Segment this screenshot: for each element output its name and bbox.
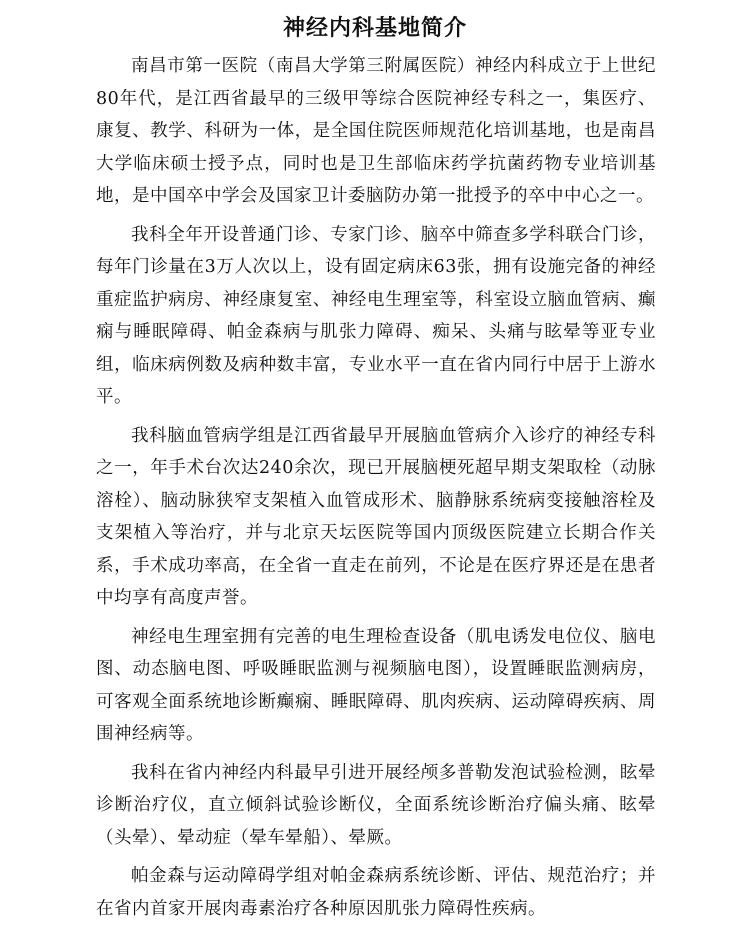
document-body <box>96 50 656 931</box>
paragraph-clinics: 我科全年开设普通门诊、专家门诊、脑卒中筛查多学科联合门诊，每年门诊量在3万人次以上，设有固定病床63张，拥有设施完备的神经重症监护病房、神经康复室、神经电生理室等，科室设立脑血管病、癫痫与睡眠障碍、帕金森病与肌张力障碍、痴呆、头痛与眩晕等亚专业组，临床病例数及病种数丰富，专业水平一直在省内同行中居于上游水平。 <box>96 224 656 407</box>
paragraph-intro: 南昌市第一医院（南昌大学第三附属医院）神经内科成立于上世纪80年代，是江西省最早的三级甲等综合医院神经专科之一，集医疗、康复、教学、科研为一体，是全国住院医师规范化培训基地，也是南昌大学临床硕士授予点，同时也是卫生部临床药学抗菌药物专业培训基地，是中国卒中学会及国家卫计委脑防办第一批授予的卒中中心之一。 <box>96 56 656 206</box>
document-title: 神经内科基地简介 <box>282 16 467 41</box>
paragraph-cerebrovascular: 我科脑血管病学组是江西省最早开展脑血管病介入诊疗的神经专科之一，年手术台次达240余次，现已开展脑梗死超早期支架取栓（动脉溶栓）、脑动脉狭窄支架植入血管成形术、脑静脉系统病变接触溶栓及支架植入等治疗，并与北京天坛医院等国内顶级医院建立长期合作关系，手术成功率高，在全省一直走在前列，不论是在医疗界还是在患者中均享有高度声誉。 <box>96 425 656 608</box>
paragraph-electrophysiology: 神经电生理室拥有完善的电生理检查设备（肌电诱发电位仪、脑电图、动态脑电图、呼吸睡眠监测与视频脑电图），设置睡眠监测病房，可客观全面系统地诊断癫痫、睡眠障碍、肌肉疾病、运动障碍疾病、周围神经病等。 <box>96 626 656 744</box>
paragraph-vertigo: 我科在省内神经内科最早引进开展经颅多普勒发泡试验检测，眩晕诊断治疗仪，直立倾斜试验诊断仪，全面系统诊断治疗偏头痛、眩晕（头晕）、晕动症（晕车晕船）、晕厥。 <box>96 762 656 848</box>
paragraph-parkinson: 帕金森与运动障碍学组对帕金森病系统诊断、评估、规范治疗；并在省内首家开展肉毒素治疗各种原因肌张力障碍性疾病。 <box>96 866 656 919</box>
